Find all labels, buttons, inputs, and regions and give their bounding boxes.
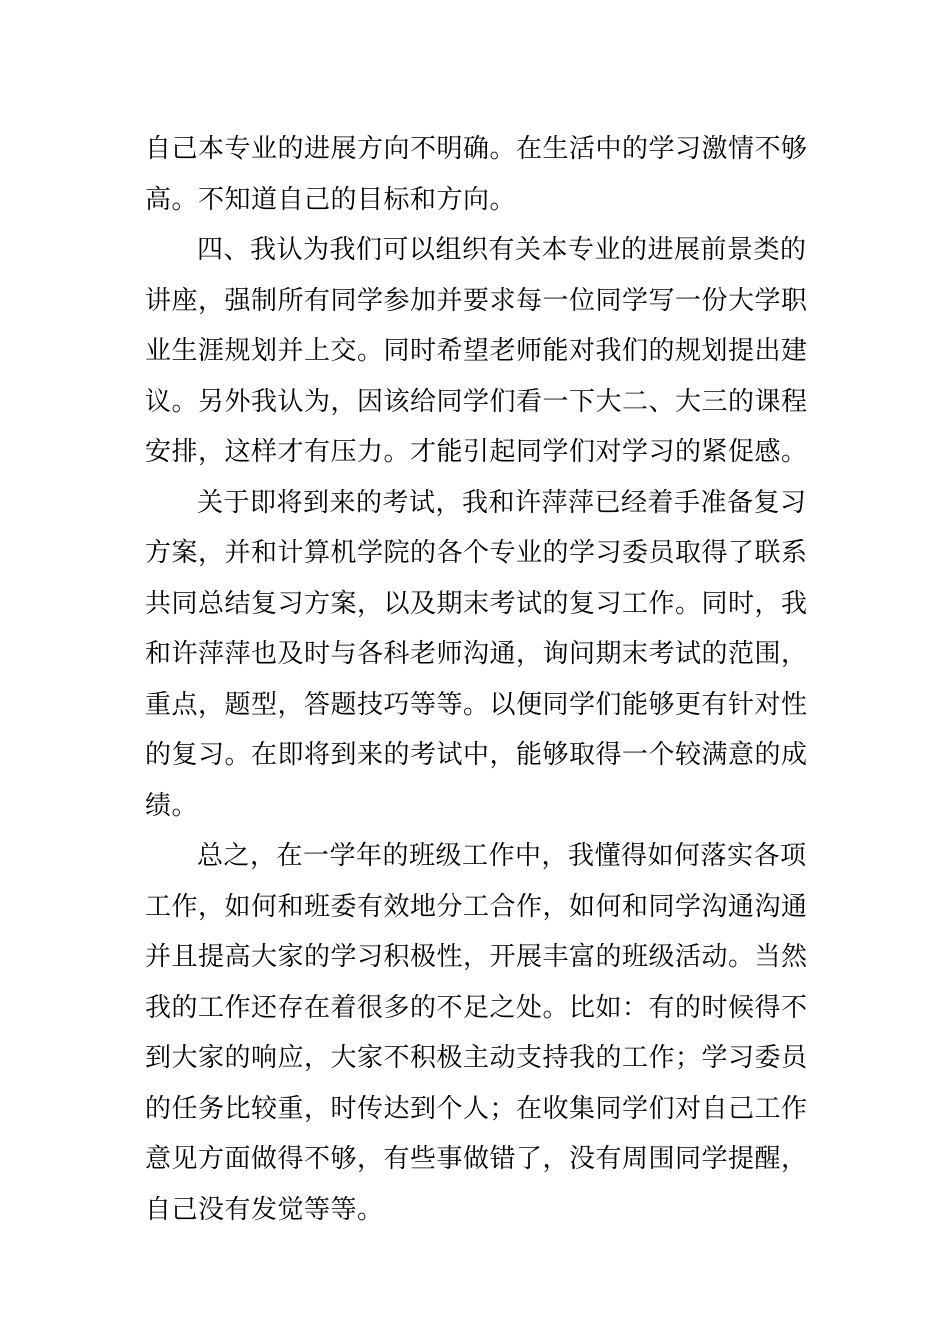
paragraph-line: 四、我认为我们可以组织有关本专业的进展前景类的	[197, 235, 807, 265]
document-body	[145, 124, 810, 1235]
paragraph-line: 安排，这样才有压力。才能引起同学们对学习的紧促感。	[145, 437, 808, 467]
paragraph-continued	[145, 124, 810, 225]
paragraph-line: 意见方面做得不够，有些事做错了，没有周围同学提醒，	[145, 1144, 808, 1174]
paragraph-line: 讲座，强制所有同学参加并要求每一位同学写一份大学职	[145, 285, 808, 316]
paragraph-line: 绩。	[145, 790, 199, 821]
paragraph-exam-preparation	[145, 478, 810, 832]
paragraph-line: 到大家的响应，大家不积极主动支持我的工作；学习委员	[145, 1043, 808, 1073]
paragraph-line: 和许萍萍也及时与各科老师沟通，询问期末考试的范围，	[145, 639, 808, 669]
paragraph-line: 业生涯规划并上交。同时希望老师能对我们的规划提出建	[145, 336, 808, 366]
paragraph-line: 共同总结复习方案，以及期末考试的复习工作。同时，我	[145, 588, 808, 619]
paragraph-line: 的任务比较重，时传达到个人；在收集同学们对自己工作	[145, 1093, 808, 1124]
paragraph-line: 并且提高大家的学习积极性，开展丰富的班级活动。当然	[145, 942, 808, 972]
paragraph-line: 我的工作还存在着很多的不足之处。比如：有的时候得不	[145, 992, 808, 1023]
paragraph-line: 议。另外我认为，因该给同学们看一下大二、大三的课程	[145, 386, 808, 417]
paragraph-summary	[145, 831, 810, 1235]
paragraph-line: 重点，题型，答题技巧等等。以便同学们能够更有针对性	[145, 689, 808, 720]
paragraph-line: 的复习。在即将到来的考试中，能够取得一个较满意的成	[145, 740, 808, 770]
paragraph-line: 总之，在一学年的班级工作中，我懂得如何落实各项	[197, 841, 807, 871]
paragraph-line: 自己本专业的进展方向不明确。在生活中的学习激情不够	[145, 134, 808, 164]
paragraph-suggestion	[145, 225, 810, 478]
paragraph-line: 自己没有发觉等等。	[145, 1194, 384, 1225]
paragraph-line: 工作，如何和班委有效地分工合作，如何和同学沟通沟通	[145, 891, 808, 922]
paragraph-line: 方案，并和计算机学院的各个专业的学习委员取得了联系	[145, 538, 808, 568]
paragraph-line: 关于即将到来的考试，我和许萍萍已经着手准备复习	[197, 487, 807, 518]
paragraph-line: 高。不知道自己的目标和方向。	[145, 184, 517, 215]
